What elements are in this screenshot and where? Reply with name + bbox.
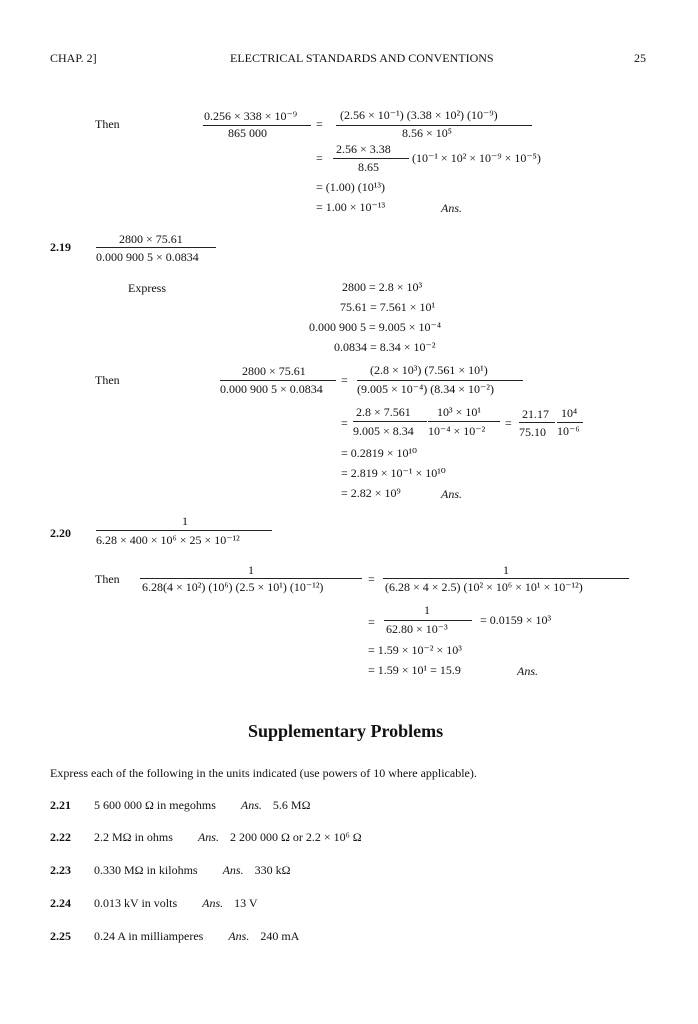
supplementary-item [50, 830, 362, 844]
p220-numerator: 1 [182, 514, 188, 528]
fraction-bar [140, 578, 362, 579]
prev-lhs-numerator: 0.256 × 338 × 10⁻⁹ [204, 109, 298, 123]
problem-number: 2.23 [50, 863, 71, 877]
p220-then-rhs-denominator: (6.28 × 4 × 2.5) (10² × 10⁶ × 10¹ × 10⁻¹²) [385, 580, 583, 594]
p220-s2-denominator: 62.80 × 10⁻³ [386, 622, 448, 636]
prev-step4: = 1.00 × 10⁻¹³ [316, 200, 386, 214]
p219-then-rhs-denominator: (9.005 × 10⁻⁴) (8.34 × 10⁻²) [357, 382, 494, 396]
fraction-bar [519, 422, 555, 423]
problem-number: 2.24 [50, 896, 71, 910]
fraction-bar [353, 421, 427, 422]
p219-s2a-numerator: 2.8 × 7.561 [356, 405, 411, 419]
p219-then-lhs-numerator: 2800 × 75.61 [242, 364, 306, 378]
p220-then-lhs-denominator: 6.28(4 × 10²) (10⁶) (2.5 × 10¹) (10⁻¹²) [142, 580, 324, 594]
fraction-bar [96, 247, 216, 248]
supplementary-item [50, 798, 311, 812]
equals-sign: = [368, 615, 375, 629]
fraction-bar [220, 380, 336, 381]
supplementary-item [50, 929, 299, 943]
p219-s2c-numerator: 21.17 [522, 407, 549, 421]
express-line-4: 0.0834 = 8.34 × 10⁻² [334, 340, 436, 354]
fraction-bar [96, 530, 272, 531]
p220-s2-tail: = 0.0159 × 10³ [480, 613, 552, 627]
p219-step5: = 2.82 × 10⁹ [341, 486, 401, 500]
prev-rhs-denominator: 8.56 × 10⁵ [402, 126, 452, 140]
equals-sign: = [368, 572, 375, 586]
p219-s2d-denominator: 10⁻⁶ [557, 424, 580, 438]
equals-sign: = [316, 151, 323, 165]
fraction-bar [384, 620, 472, 621]
problem-answer: 13 V [234, 896, 258, 910]
problem-question: 0.330 MΩ in kilohms [94, 863, 198, 877]
p219-s2d-numerator: 10⁴ [561, 406, 578, 420]
equals-sign: = [505, 416, 512, 430]
supplementary-item [50, 896, 258, 910]
problem-question: 5 600 000 Ω in megohms [94, 798, 216, 812]
problem-answer: 5.6 MΩ [272, 798, 311, 812]
then-label: Then [95, 373, 120, 387]
p219-then-rhs-numerator: (2.8 × 10³) (7.561 × 10¹) [370, 363, 488, 377]
p219-step3: = 0.2819 × 10¹⁰ [341, 446, 417, 460]
p219-step4: = 2.819 × 10⁻¹ × 10¹⁰ [341, 466, 446, 480]
answer-label: Ans. [202, 896, 224, 910]
p220-denominator: 6.28 × 400 × 10⁶ × 25 × 10⁻¹² [96, 533, 240, 547]
p220-s2-numerator: 1 [424, 603, 430, 617]
problem-answer: 2 200 000 Ω or 2.2 × 10⁶ Ω [229, 830, 362, 844]
p219-s2c-denominator: 75.10 [519, 425, 546, 439]
express-line-3: 0.000 900 5 = 9.005 × 10⁻⁴ [309, 320, 442, 334]
p220-then-lhs-numerator: 1 [248, 563, 254, 577]
problem-number: 2.20 [50, 526, 71, 540]
problem-number: 2.22 [50, 830, 71, 844]
chapter-label: CHAP. 2] [50, 51, 97, 65]
section-heading: Supplementary Problems [248, 721, 444, 741]
then-label: Then [95, 572, 120, 586]
equals-sign: = [341, 373, 348, 387]
problem-number: 2.25 [50, 929, 71, 943]
p220-step4: = 1.59 × 10¹ = 15.9 [368, 663, 461, 677]
p219-then-lhs-denominator: 0.000 900 5 × 0.0834 [220, 382, 323, 396]
answer-label: Ans. [441, 487, 462, 501]
page-number: 25 [634, 51, 646, 65]
problem-answer: 330 kΩ [254, 863, 291, 877]
answer-label: Ans. [222, 863, 244, 877]
fraction-bar [428, 421, 500, 422]
problem-question: 0.24 A in milliamperes [94, 929, 204, 943]
fraction-bar [333, 158, 409, 159]
answer-label: Ans. [240, 798, 262, 812]
prev-step2-tail: (10⁻¹ × 10² × 10⁻⁹ × 10⁻⁵) [412, 151, 541, 165]
p220-step3: = 1.59 × 10⁻² × 10³ [368, 643, 462, 657]
prev-lhs-denominator: 865 000 [228, 126, 267, 140]
answer-label: Ans. [441, 201, 462, 215]
p219-numerator: 2800 × 75.61 [119, 232, 183, 246]
problem-number: 2.21 [50, 798, 71, 812]
prev-step3: = (1.00) (10¹³) [316, 180, 385, 194]
problem-question: 0.013 kV in volts [94, 896, 178, 910]
supplementary-item [50, 863, 291, 877]
p219-s2a-denominator: 9.005 × 8.34 [353, 424, 414, 438]
equals-sign: = [316, 117, 323, 131]
fraction-bar [357, 380, 523, 381]
equals-sign: = [341, 416, 348, 430]
prev-rhs-numerator: (2.56 × 10⁻¹) (3.38 × 10²) (10⁻⁹) [340, 108, 498, 122]
answer-label: Ans. [517, 664, 538, 678]
answer-label: Ans. [197, 830, 219, 844]
then-label: Then [95, 117, 120, 131]
supplementary-intro: Express each of the following in the units indicated (use powers of 10 where applicable). [50, 766, 477, 780]
running-title: ELECTRICAL STANDARDS AND CONVENTIONS [230, 51, 494, 65]
fraction-bar [557, 422, 583, 423]
fraction-bar [383, 578, 629, 579]
express-line-2: 75.61 = 7.561 × 10¹ [340, 300, 436, 314]
p220-then-rhs-numerator: 1 [503, 563, 509, 577]
express-label: Express [128, 281, 166, 295]
problem-number: 2.19 [50, 240, 71, 254]
problem-question: 2.2 MΩ in ohms [94, 830, 173, 844]
express-line-1: 2800 = 2.8 × 10³ [342, 280, 423, 294]
prev-step2-denominator: 8.65 [358, 160, 379, 174]
p219-s2b-numerator: 10³ × 10¹ [437, 405, 481, 419]
prev-step2-numerator: 2.56 × 3.38 [336, 142, 391, 156]
problem-answer: 240 mA [260, 929, 300, 943]
p219-denominator: 0.000 900 5 × 0.0834 [96, 250, 199, 264]
answer-label: Ans. [228, 929, 250, 943]
p219-s2b-denominator: 10⁻⁴ × 10⁻² [428, 424, 486, 438]
